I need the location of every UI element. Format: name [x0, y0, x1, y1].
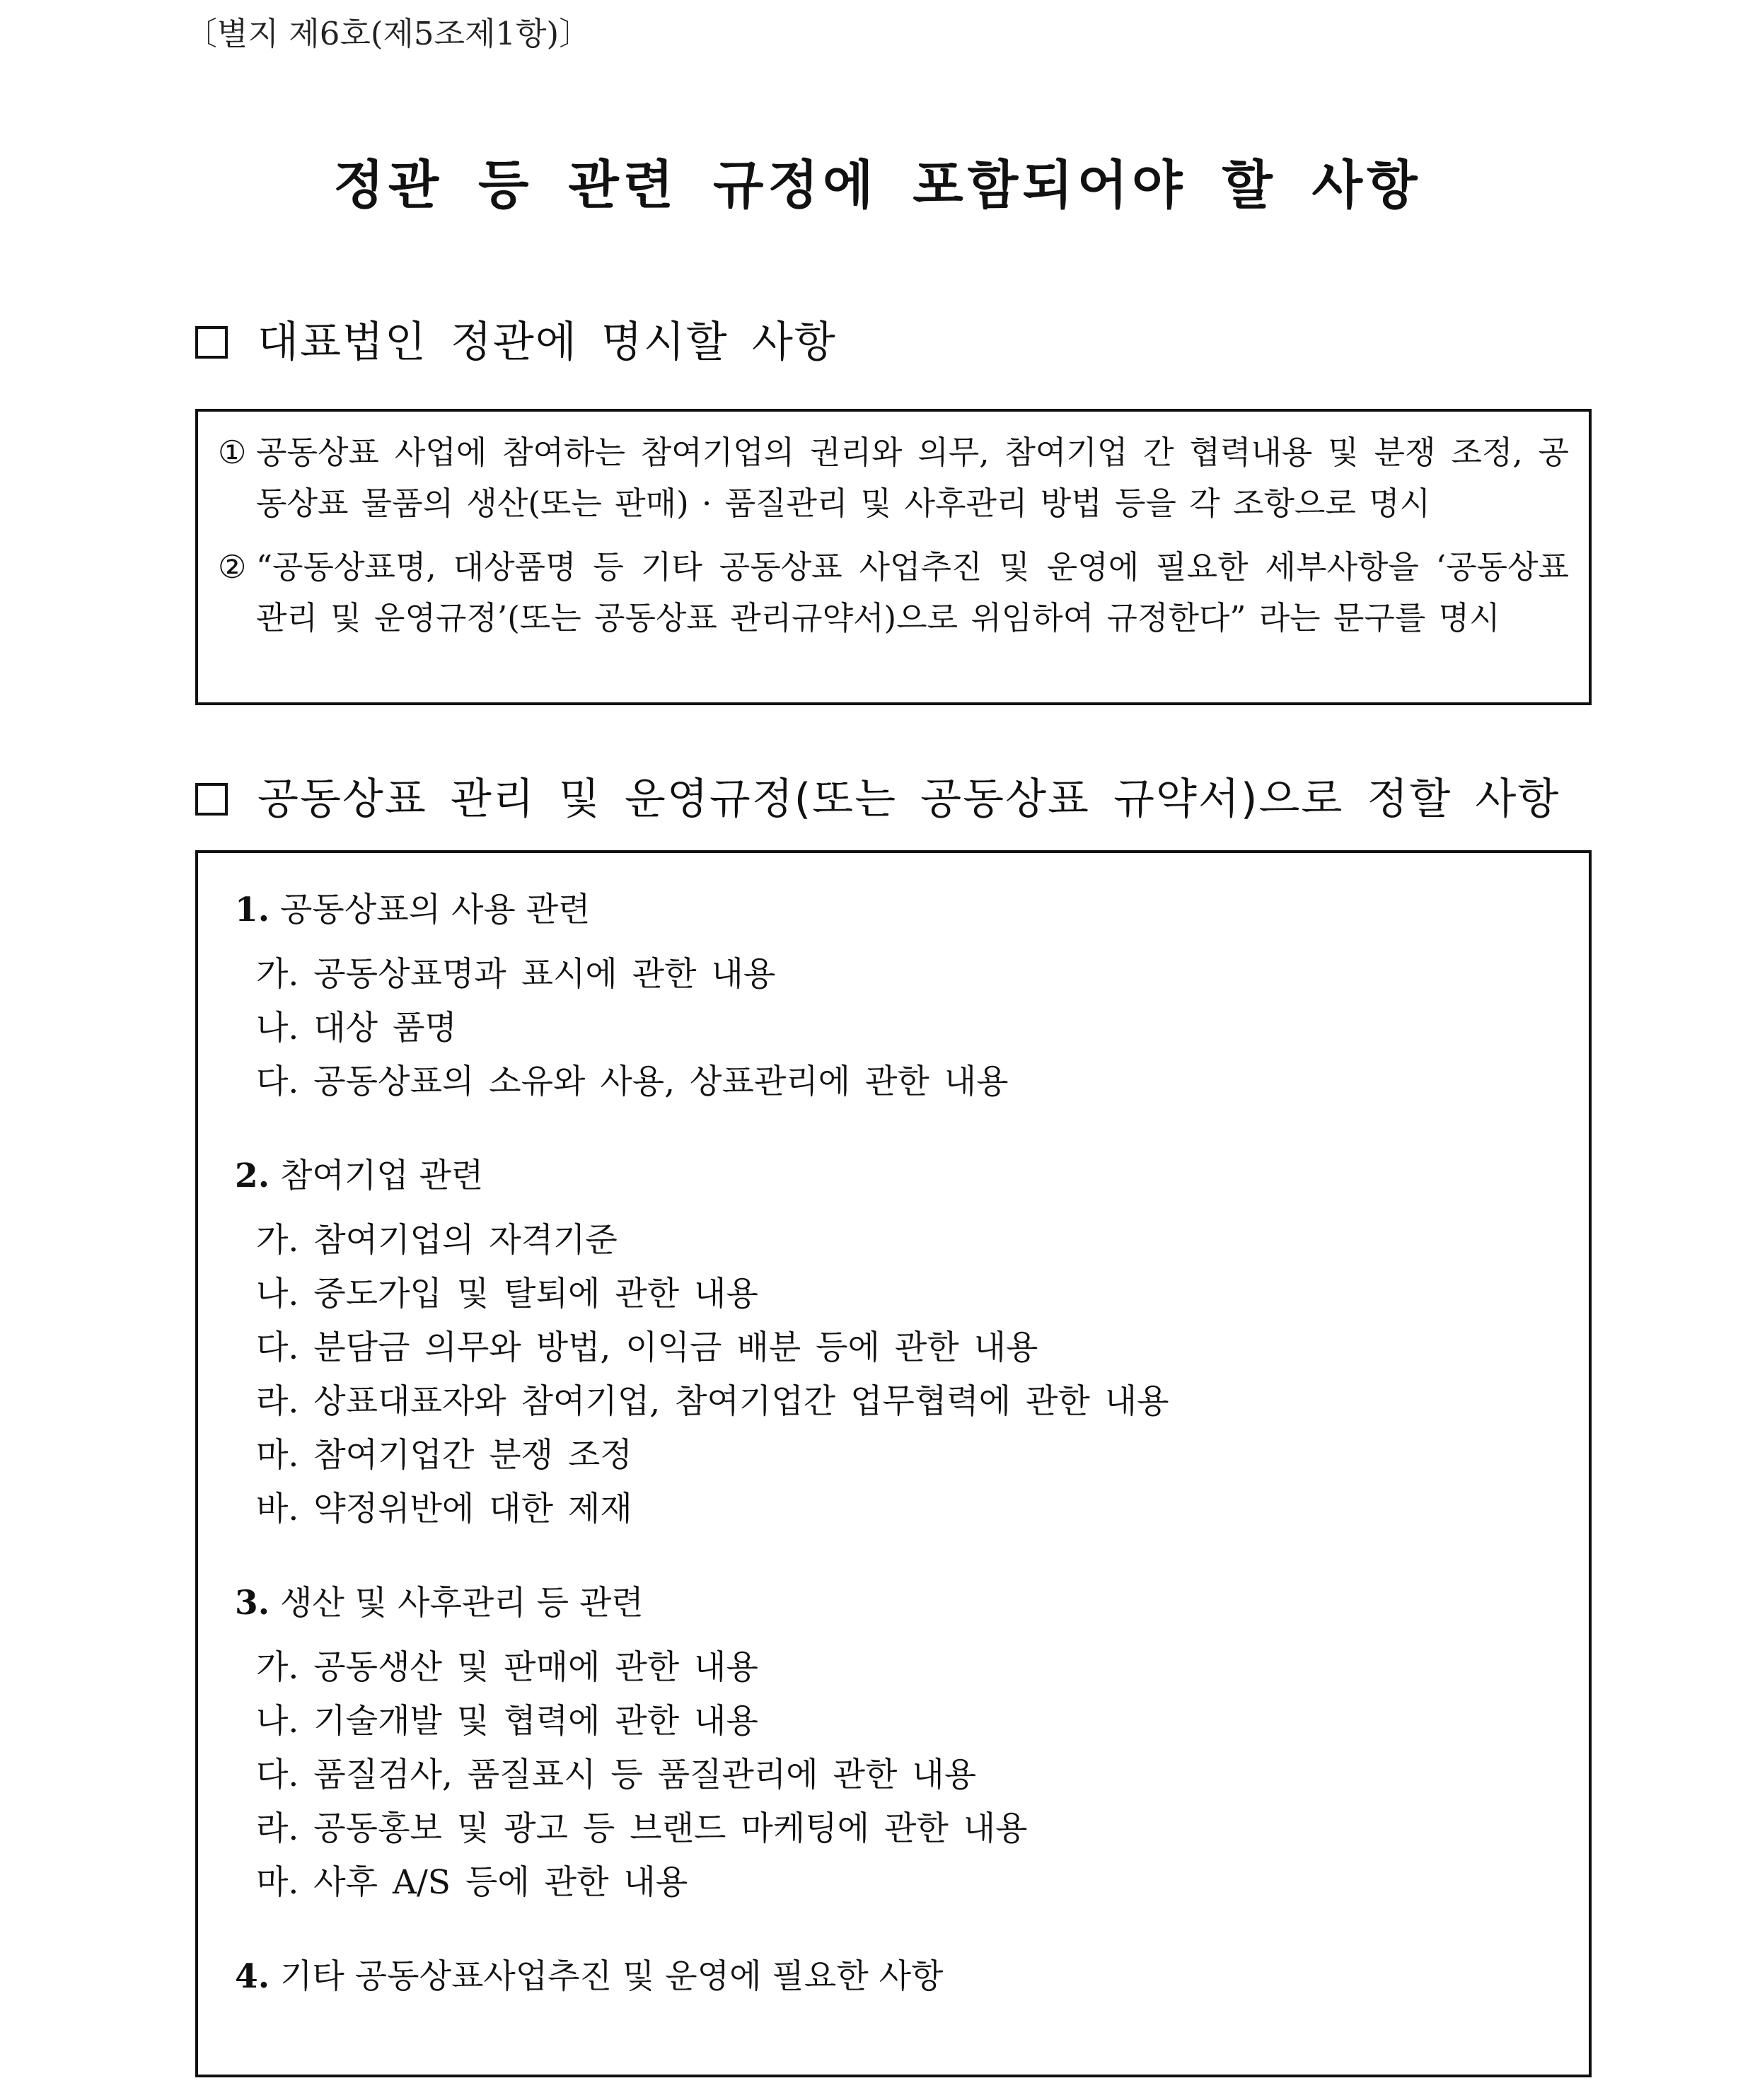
clause-item — [218, 427, 1569, 529]
regulations-requirements-box — [195, 850, 1592, 2077]
checkbox-icon — [195, 783, 228, 816]
list-item: 나. 대상 품명 — [256, 1009, 457, 1048]
group-title — [235, 1149, 1589, 1204]
list-item: 라. 공동홍보 및 광고 등 브랜드 마케팅에 관한 내용 — [256, 1809, 1028, 1848]
list-item: 나. 중도가입 및 탈퇴에 관한 내용 — [256, 1275, 758, 1313]
group-title-text: 공동상표의 사용 관련 — [280, 891, 591, 929]
section-heading-regulations — [195, 770, 1560, 829]
group-title — [235, 1949, 1589, 2005]
group-items — [235, 1641, 1589, 1910]
annex-label: 〔별지 제6호(제5조제1항)〕 — [185, 15, 591, 52]
group-title-text: 참여기업 관련 — [280, 1156, 484, 1195]
list-item: 가. 참여기업의 자격기준 — [256, 1221, 618, 1260]
regulation-group-participants — [235, 1149, 1589, 1536]
list-item: 바. 약정위반에 대한 제재 — [256, 1490, 632, 1528]
group-number: 3. — [235, 1584, 270, 1623]
list-item: 마. 참여기업간 분쟁 조정 — [256, 1436, 632, 1475]
group-title-text: 생산 및 사후관리 등 관련 — [280, 1584, 644, 1623]
list-item: 다. 품질검사, 품질표시 등 품질관리에 관한 내용 — [256, 1756, 977, 1794]
list-item: 라. 상표대표자와 참여기업, 참여기업간 업무협력에 관한 내용 — [256, 1382, 1169, 1421]
section-heading-articles — [195, 313, 837, 372]
list-item: 가. 공동생산 및 판매에 관한 내용 — [256, 1648, 758, 1687]
group-title — [235, 1576, 1589, 1631]
group-items — [235, 948, 1589, 1109]
regulation-group-other — [235, 1949, 1589, 2005]
clause-item — [218, 542, 1569, 644]
clause-number: ② — [218, 548, 247, 586]
group-items — [235, 1214, 1589, 1536]
list-item: 다. 분담금 의무와 방법, 이익금 배분 등에 관한 내용 — [256, 1328, 1038, 1367]
section-heading-text: 대표법인 정관에 명시할 사항 — [257, 318, 837, 367]
group-number: 1. — [235, 891, 270, 929]
regulation-group-production — [235, 1576, 1589, 1910]
document-title: 정관 등 관련 규정에 포함되어야 할 사항 — [333, 155, 1422, 216]
list-item: 가. 공동상표명과 표시에 관한 내용 — [256, 955, 776, 994]
checkbox-icon — [195, 326, 228, 359]
clause-text: “공동상표명, 대상품명 등 기타 공동상표 사업추진 및 운영에 필요한 세부사항을 ‘공동상표 관리 및 운영규정’(또는 공동상표 관리규약서)으로 위임하여 규정한다” 라는 문구를 명시 — [256, 548, 1569, 637]
group-title-text: 기타 공동상표사업추진 및 운영에 필요한 사항 — [280, 1957, 944, 1996]
group-number: 4. — [235, 1957, 270, 1996]
regulation-group-usage — [235, 883, 1589, 1109]
group-number: 2. — [235, 1156, 270, 1195]
articles-requirements-box — [195, 409, 1592, 705]
group-title — [235, 883, 1589, 938]
clause-text: 공동상표 사업에 참여하는 참여기업의 권리와 의무, 참여기업 간 협력내용 및 분쟁 조정, 공동상표 물품의 생산(또는 판매) · 품질관리 및 사후관리 방법 등을 각 조항으로 명시 — [256, 434, 1569, 522]
clause-number: ① — [218, 434, 247, 471]
list-item: 다. 공동상표의 소유와 사용, 상표관리에 관한 내용 — [256, 1062, 1009, 1101]
section-heading-text: 공동상표 관리 및 운영규정(또는 공동상표 규약서)으로 정할 사항 — [257, 775, 1560, 824]
list-item: 마. 사후 A/S 등에 관한 내용 — [256, 1863, 688, 1902]
list-item: 나. 기술개발 및 협력에 관한 내용 — [256, 1702, 758, 1741]
